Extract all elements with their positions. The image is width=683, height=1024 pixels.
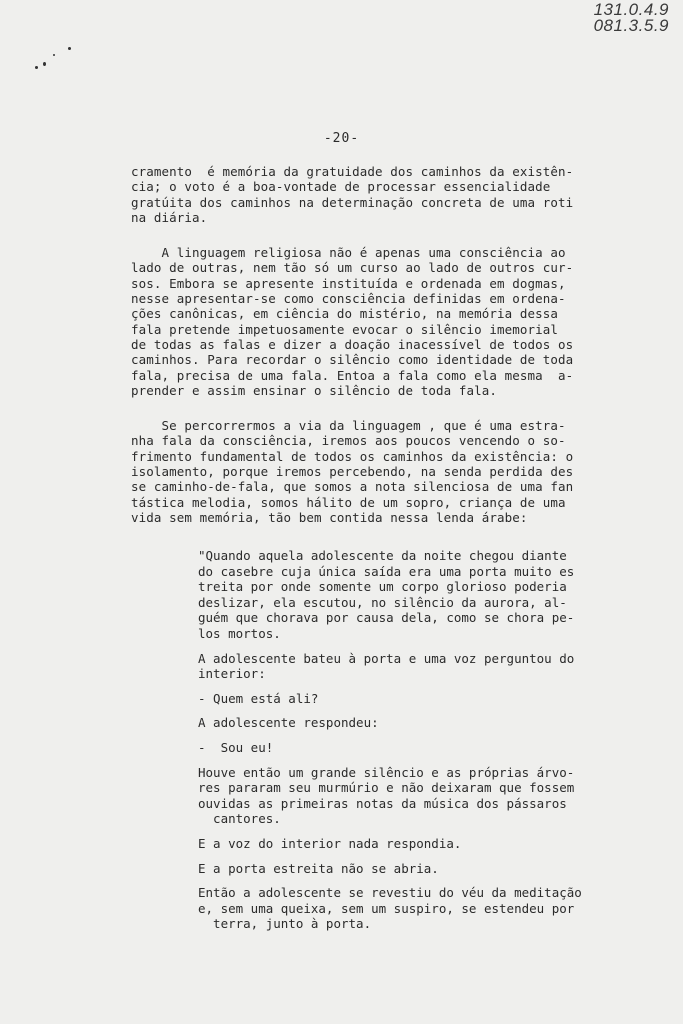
text-line: isolamento, porque iremos percebendo, na senda perdida des (131, 464, 574, 480)
text-line: cia; o voto é a boa-vontade de processar essencialidade (131, 179, 551, 195)
quote-line: A adolescente respondeu: (198, 715, 379, 731)
quote-line: guém que chorava por causa dela, como se chora pe- (198, 610, 575, 626)
text-line: cramento é memória da gratuidade dos caminhos da existên- (131, 164, 574, 179)
page-number: -20- (323, 131, 360, 146)
quote-line: cantores. (198, 811, 281, 827)
text-line: gratúita dos caminhos na determinação concreta de uma roti (131, 194, 574, 210)
quote-paragraph (198, 765, 618, 827)
quoted-legend (198, 548, 618, 941)
quote-line: res pararam seu murmúrio e não deixaram que fossem (198, 780, 575, 796)
quote-line: E a voz do interior nada respondia. (198, 835, 462, 851)
quote-line: interior: (198, 666, 266, 682)
quote-line: terra, junto à porta. (198, 916, 372, 932)
quote-paragraph (198, 885, 618, 932)
quote-line: treita por onde somente um corpo glorioso poderia (198, 579, 567, 595)
text-line: lado de outras, nem tão só um curso ao lado de outros cur- (131, 260, 574, 276)
text-line: fala, precisa de uma fala. Entoa a fala como ela mesma a- (131, 367, 574, 383)
quote-line: Então a adolescente se revestiu do véu da meditação (198, 885, 582, 901)
quote-line: Houve então um grande silêncio e as próprias árvo- (198, 764, 575, 780)
text-line: Se percorrermos a via da linguagem , que é uma estra- (131, 418, 566, 434)
quote-line: e, sem uma queixa, sem um suspiro, se estendeu por (198, 900, 575, 916)
quote-line: los mortos. (198, 625, 281, 641)
quote-line: "Quando aquela adolescente da noite chegou diante (198, 548, 567, 563)
quote-paragraph (198, 651, 618, 682)
quote-paragraph (198, 691, 618, 707)
archive-code-line1: 131.0.4.9 (593, 0, 669, 19)
quote-line: E a porta estreita não se abria. (198, 860, 439, 876)
quote-line: ouvidas as primeiras notas da música dos pássaros (198, 795, 567, 811)
text-line: sos. Embora se apresente instituída e ordenada em dogmas, (131, 275, 566, 291)
quote-paragraph (198, 740, 618, 756)
quote-line: deslizar, ela escutou, no silêncio da aurora, al- (198, 594, 567, 610)
quote-paragraph (198, 548, 618, 642)
quote-paragraph (198, 861, 618, 877)
text-line: de todas as falas e dizer a doação inacessível de todos os (131, 336, 574, 352)
ink-specks (33, 44, 73, 74)
text-line: fala pretende impetuosamente evocar o silêncio imemorial (131, 321, 559, 337)
text-line: frimento fundamental de todos os caminhos da existência: o (131, 448, 574, 464)
quote-paragraph (198, 836, 618, 852)
paragraph (131, 164, 611, 225)
text-line: vida sem memória, tão bem contida nessa lenda árabe: (131, 509, 528, 525)
text-line: tástica melodia, somos hálito de um sopro, criança de uma (131, 494, 566, 510)
paragraph (131, 418, 611, 525)
text-line: na diária. (131, 209, 208, 225)
text-line: nha fala da consciência, iremos aos poucos vencendo o so- (131, 433, 566, 449)
quote-line: A adolescente bateu à porta e uma voz perguntou do (198, 650, 575, 666)
text-line: prender e assim ensinar o silêncio de toda fala. (131, 382, 498, 398)
quote-line: do casebre cuja única saída era uma porta muito es (198, 563, 575, 579)
text-line: A linguagem religiosa não é apenas uma consciência ao (131, 245, 566, 261)
paragraph (131, 245, 611, 398)
text-line: nesse apresentar-se como consciência definidas em ordena- (131, 291, 566, 307)
archive-code-line2: 081.3.5.9 (593, 16, 669, 35)
text-line: caminhos. Para recordar o silêncio como identidade de toda (131, 352, 574, 368)
quote-paragraph (198, 715, 618, 731)
main-text (131, 164, 611, 525)
quote-line: - Quem está ali? (198, 690, 319, 706)
quote-line: - Sou eu! (198, 739, 274, 755)
text-line: se caminho-de-fala, que somos a nota silenciosa de uma fan (131, 479, 574, 495)
text-line: ções canônicas, em ciência do mistério, na memória dessa (131, 306, 559, 322)
